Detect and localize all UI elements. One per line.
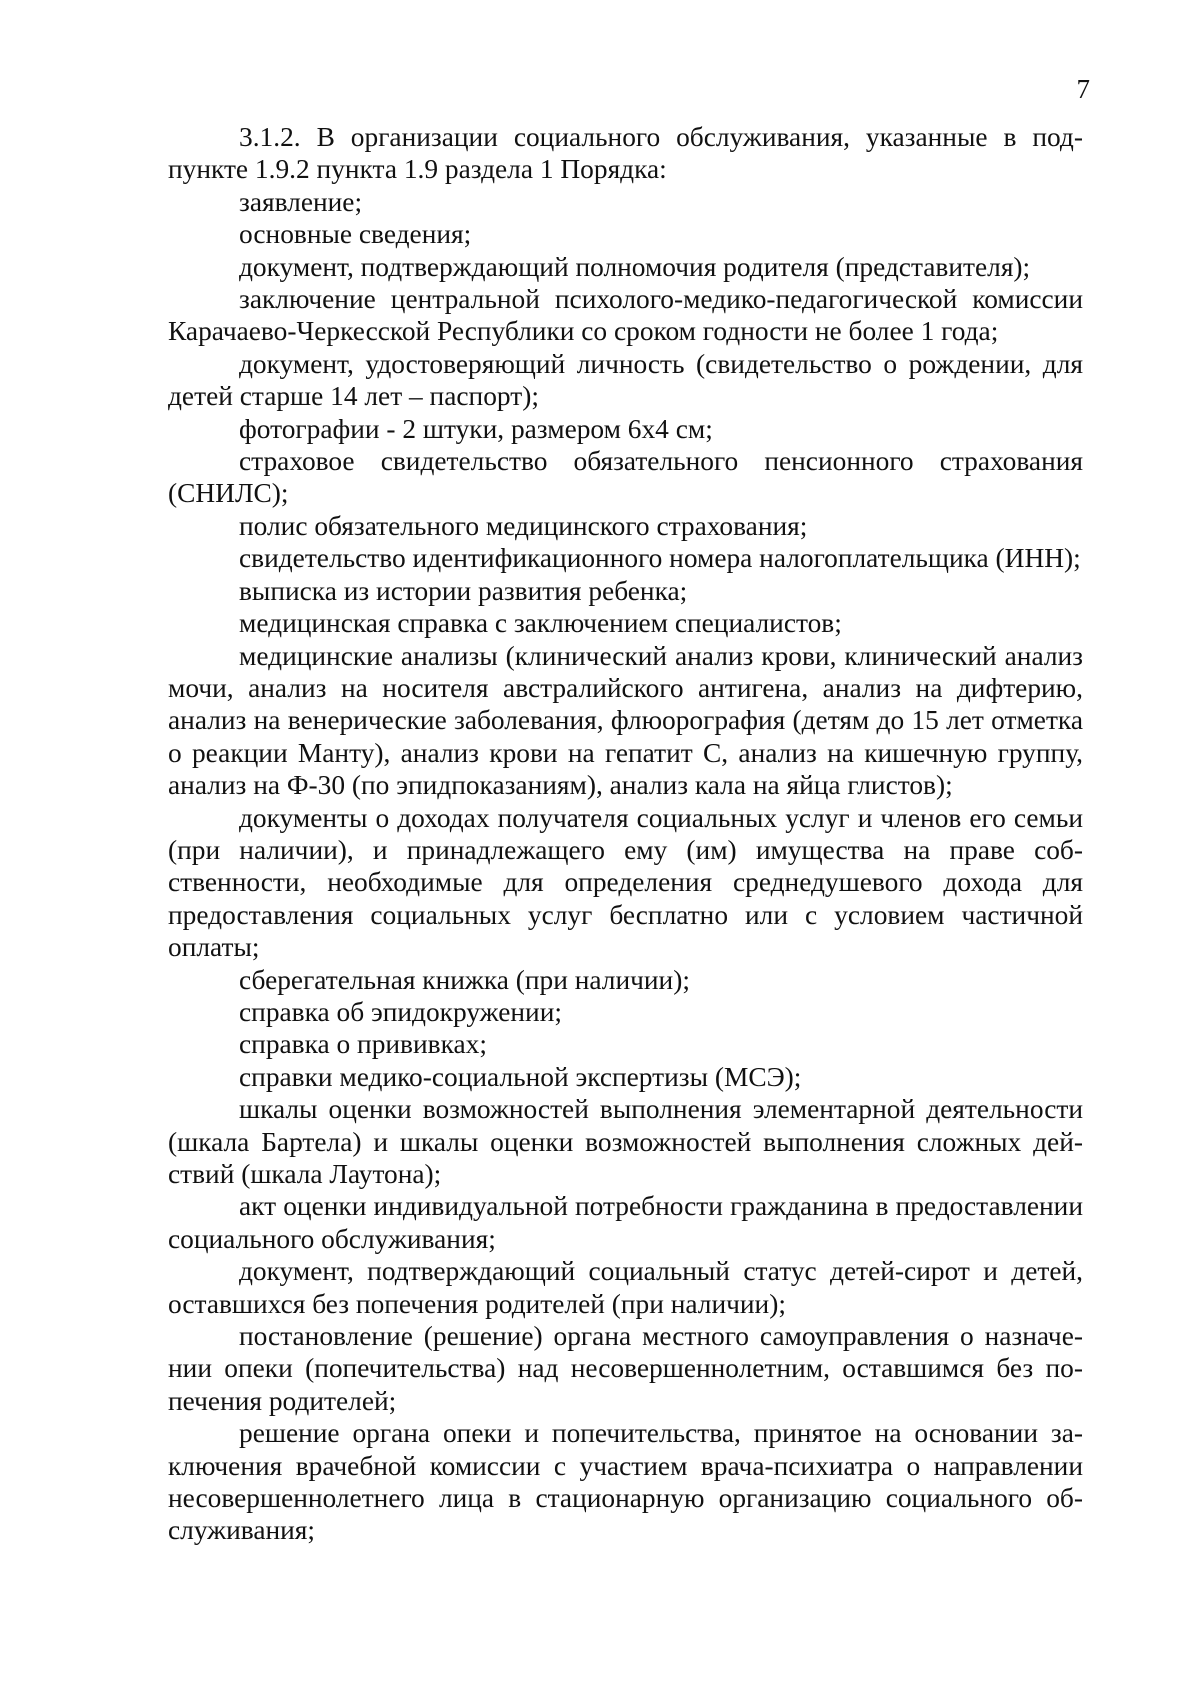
list-item-vaccination-certificate: справка о прививках; [239, 1029, 487, 1060]
list-item-mse-certificates: справки медико-социальной экспертизы (МСЭ); [239, 1061, 802, 1092]
list-item-orphan-status: документ, подтверждающий социальный статус детей-сирот и детей, оставшихся без попечения родителей (при наличии); [168, 1256, 1083, 1319]
list-item-representative-authority: документ, подтверждающий полномочия родителя (представителя); [239, 251, 1031, 282]
list-item-guardianship-decision: решение органа опеки и попечительства, принятое на основании заключения врачебной комиссии с участием врача-психиатра о направлении несовершеннолетнего лица в стационарную организацию социального обслуживания; [168, 1418, 1083, 1546]
list-item-inn: свидетельство идентификационного номера налогоплательщика (ИНН); [239, 543, 1081, 574]
list-item-snils: страховое свидетельство обязательного пенсионного страхования (СНИЛС); [168, 446, 1083, 509]
list-item-guardianship-resolution: постановление (решение) органа местного самоуправления о назначении опеки (попечительства) над несовершеннолетним, оставшимся без попечения родителей; [168, 1321, 1083, 1416]
list-item-development-history: выписка из истории развития ребенка; [239, 575, 688, 606]
list-item-assessment-scales: шкалы оценки возможностей выполнения элементарной деятельности (шкала Бартела) и шкалы оценки возможностей выполнения сложных действий (шкала Лаутона); [168, 1094, 1083, 1189]
list-item-savings-book: сберегательная книжка (при наличии); [239, 964, 690, 995]
list-item-income-documents: документы о доходах получателя социальных услуг и членов его семьи (при наличии), и принадлежащего ему (им) имущества на праве собственности, необходимые для определения среднедушевого дохода для предоставления социальных услуг бесплатно или с условием частичной оплаты; [168, 802, 1083, 963]
paragraph-section-3-1-2-heading: 3.1.2. В организации социального обслуживания, указанные в подпункте 1.9.2 пункта 1.9 раздела 1 Порядка: [168, 122, 1083, 185]
document-body [168, 121, 1083, 1547]
list-item-medical-certificate: медицинская справка с заключением специалистов; [239, 608, 842, 639]
page-number: 7 [1076, 74, 1090, 104]
list-item-medical-tests: медицинские анализы (клинический анализ крови, клинический анализ мочи, анализ на носителя австралийского антигена, анализ на дифтерию, анализ на венерические заболевания, флюорография (детям до 15 лет отметка о реакции Манту), анализ крови на гепатит С, анализ на кишечную группу, анализ на Ф-30 (по эпидпоказаниям), анализ кала на яйца глистов); [168, 640, 1083, 801]
list-item-identity-document: документ, удостоверяющий личность (свидетельство о рождении, для детей старше 14 лет – паспорт); [168, 348, 1083, 412]
list-item-needs-assessment: акт оценки индивидуальной потребности гражданина в предоставлении социального обслуживания; [168, 1191, 1083, 1254]
list-item-epidemic-certificate: справка об эпидокружении; [239, 996, 562, 1027]
list-item-basic-info: основные сведения; [239, 219, 472, 250]
list-item-photos: фотографии - 2 штуки, размером 6х4 см; [239, 413, 713, 444]
list-item-application: заявление; [239, 186, 363, 217]
list-item-medical-insurance: полис обязательного медицинского страхования; [239, 510, 808, 541]
list-item-commission-conclusion: заключение центральной психолого-медико-педагогической комиссии Карачаево-Черкесской Республики со сроком годности не более 1 года; [168, 284, 1083, 347]
